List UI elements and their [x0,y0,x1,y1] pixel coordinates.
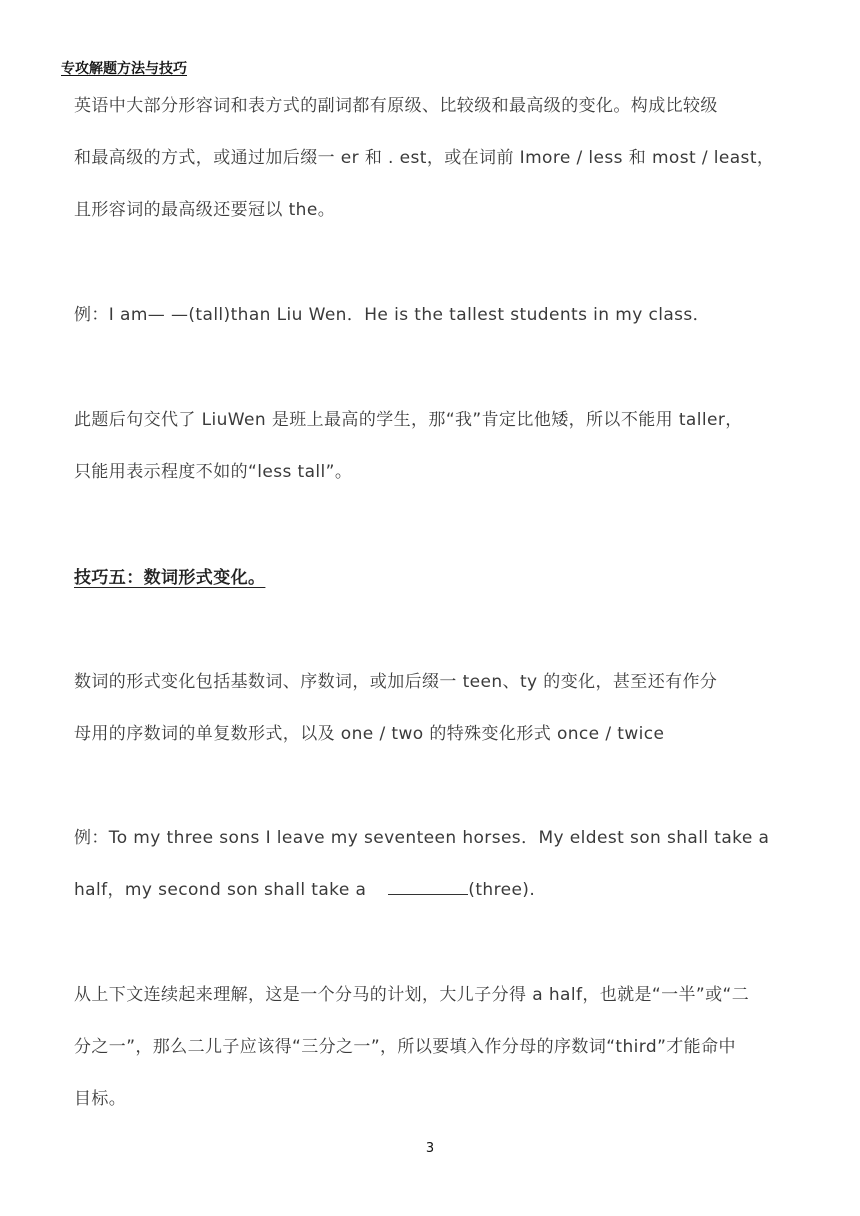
paragraph-example-2 [74,812,794,916]
paragraph-line: 和最高级的方式，或通过加后缀一 er 和 . est，或在词前 Imore / less 和 most / least， [74,148,775,168]
paragraph-line: 母用的序数词的单复数形式，以及 one / two 的特殊变化形式 once / twice [74,724,665,744]
paragraph-line: 分之一”，那么二儿子应该得“三分之一”，所以要填入作分母的序数词“third”才能命中 [74,1037,736,1057]
paragraph-line: 从上下文连续起来理解，这是一个分马的计划，大儿子分得 a half，也就是“一半”或“二 [74,985,750,1005]
paragraph-line: 英语中大部分形容词和表方式的副词都有原级、比较级和最高级的变化。构成比较级 [74,96,718,116]
text-before-blank: half，my second son shall take a [74,880,367,900]
paragraph-line: 此题后句交代了 LiuWen 是班上最高的学生，那“我”肯定比他矮，所以不能用 taller， [74,410,743,430]
paragraph-line: 数词的形式变化包括基数词、序数词，或加后缀一 teen、ty 的变化，甚至还有作分 [74,672,718,692]
page-number: 3 [425,1141,435,1156]
text-after-blank: (three). [468,880,536,900]
section-heading [74,563,279,588]
paragraph-example-1 [74,289,794,341]
paragraph-line: 目标。 [74,1089,127,1109]
paragraph-comparatives [74,80,794,236]
paragraph-line: 只能用表示程度不如的“less tall”。 [74,462,353,482]
section-heading-text: 技巧五：数词形式变化。 [74,568,266,588]
paragraph-explanation-2 [74,969,794,1125]
page-header-title: 专攻解题方法与技巧 [61,61,187,77]
paragraph-line: 例：To my three sons I leave my seventeen horses．My eldest son shall take a [74,828,770,848]
paragraph-line: 例：I am— —(tall)than Liu Wen．He is the tallest students in my class． [74,305,711,325]
paragraph-line: 且形容词的最高级还要冠以 the。 [74,200,336,220]
paragraph-line-with-blank [74,864,794,916]
paragraph-explanation-1 [74,394,794,498]
fill-in-blank [388,876,468,895]
paragraph-numerals [74,656,794,760]
